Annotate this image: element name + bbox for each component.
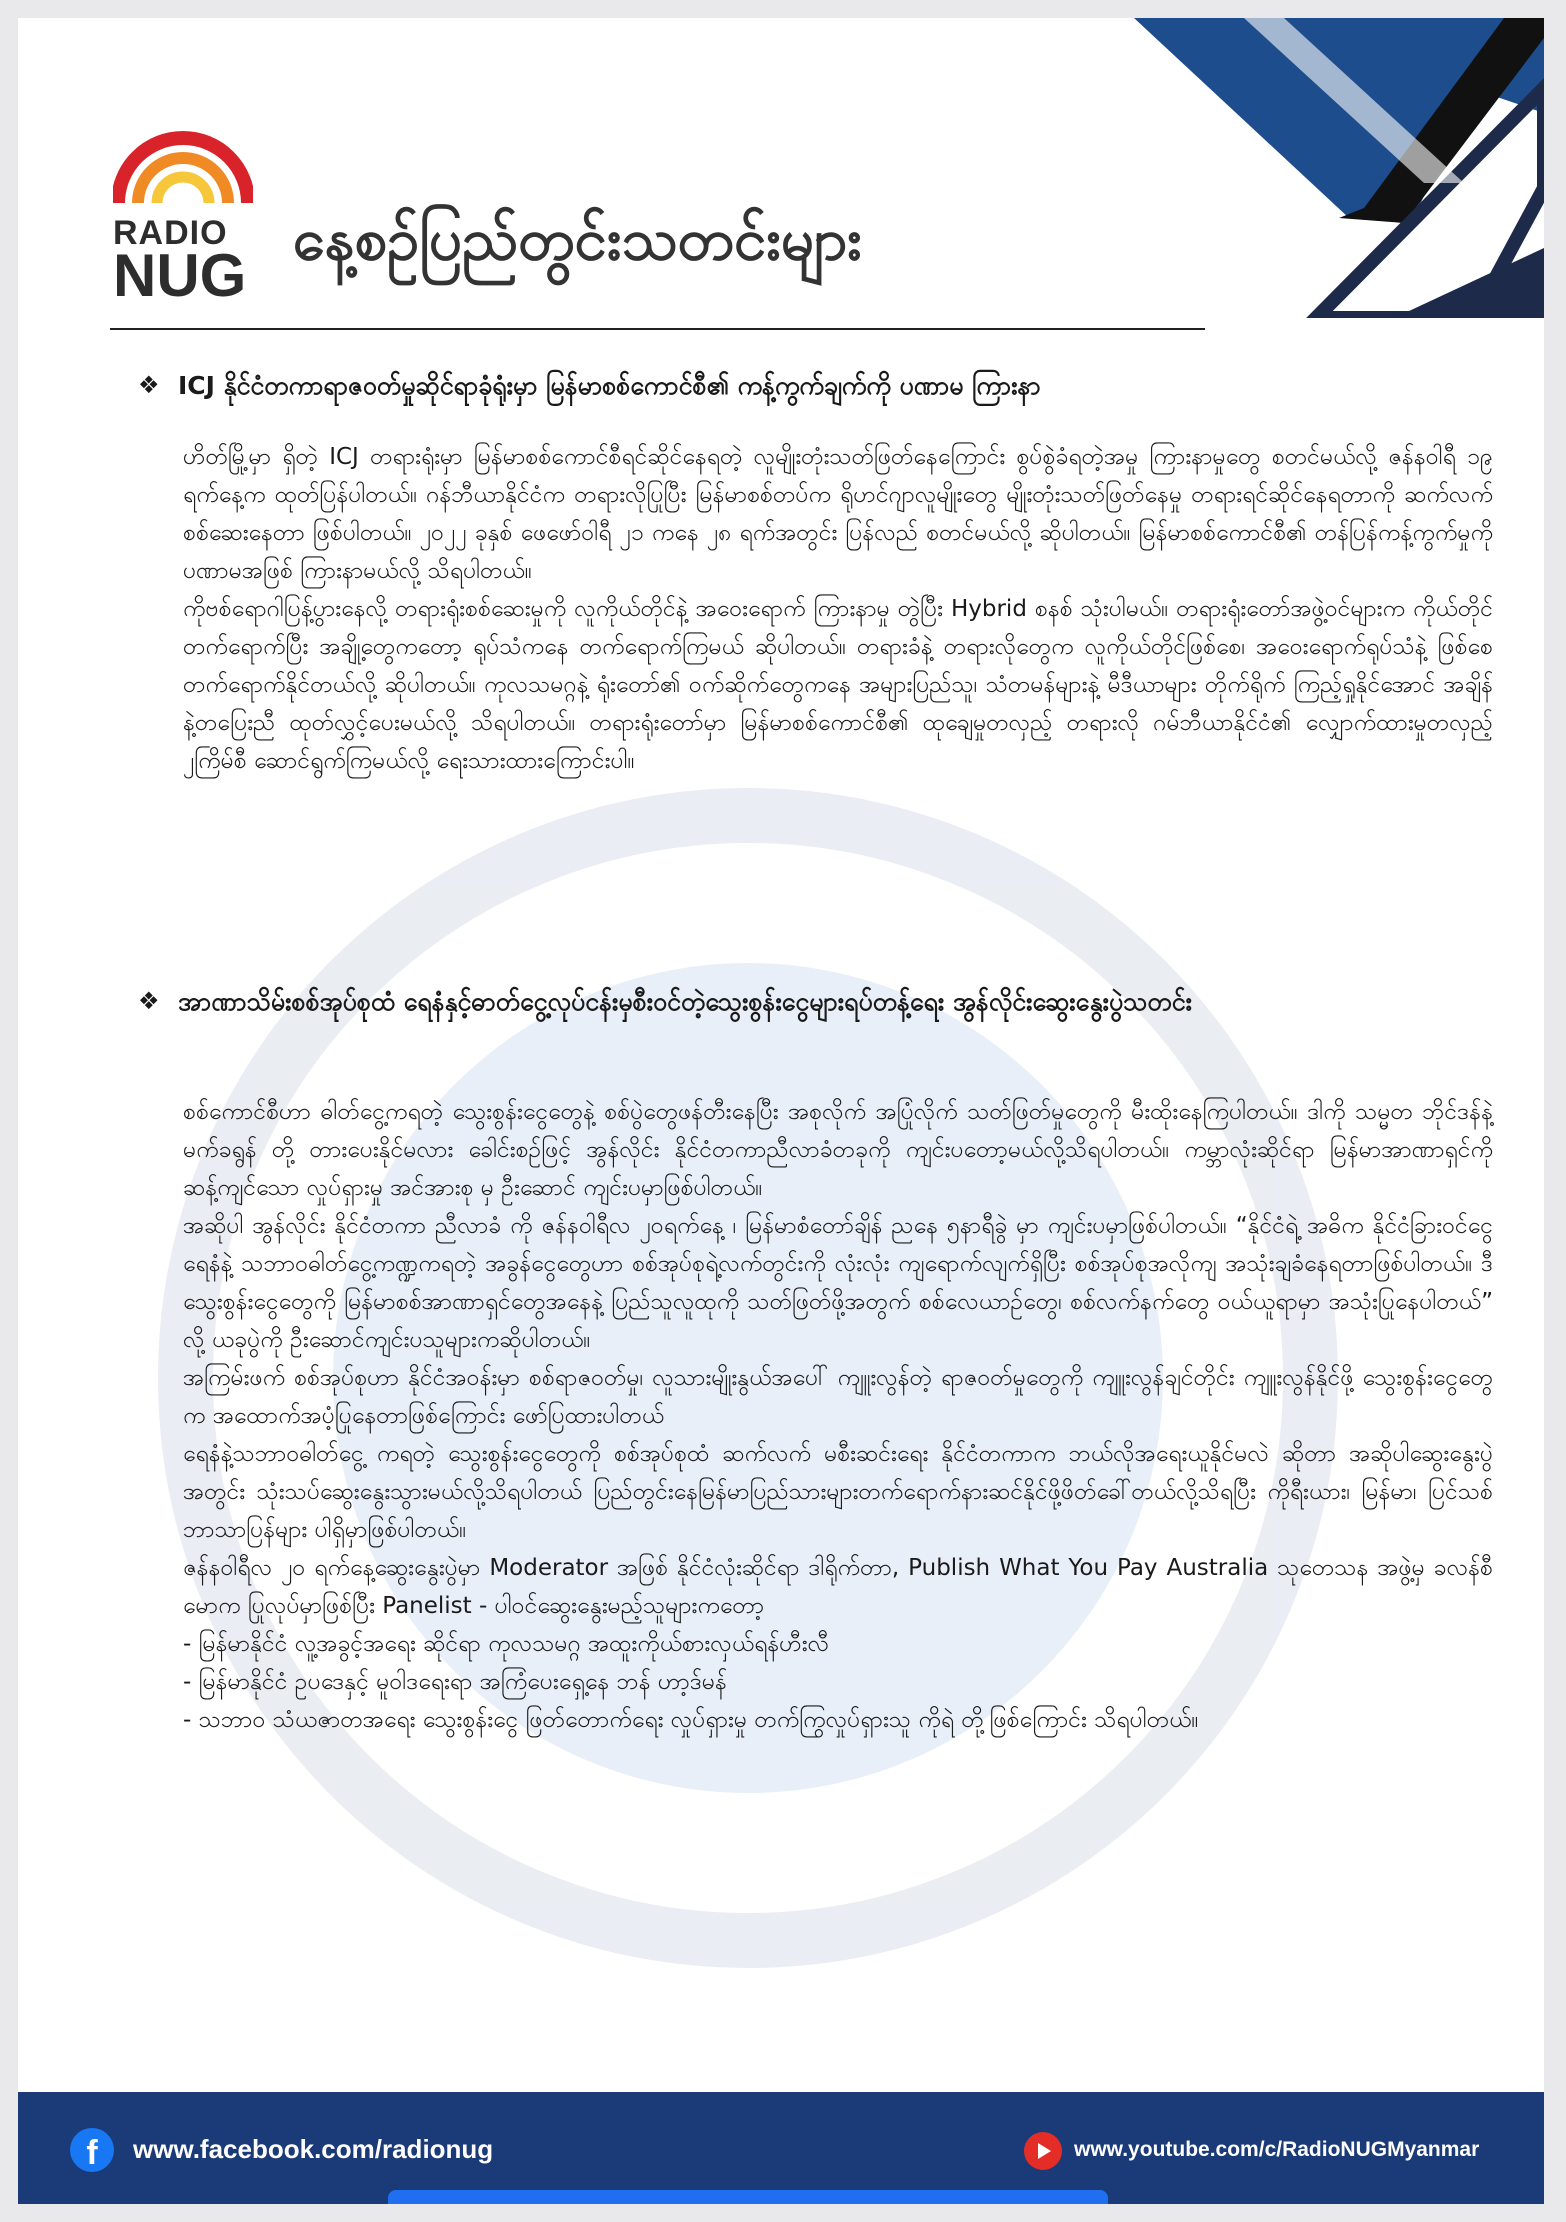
logo-arcs-icon	[113, 118, 253, 208]
article-paragraph: ကိုဗစ်ရောဂါပြန့်ပွားနေလို့ တရားရုံးစစ်ဆေးမှုကို လူကိုယ်တိုင်နဲ့ အဝေးရောက် ကြားနာမှု တွဲပြီး Hybrid စနစ် သုံးပါမယ်။ တရားရုံးတော်အဖွဲ့ဝင်များက ကိုယ်တိုင်တက်ရောက်ပြီး အချို့တွေကတော့ ရုပ်သံကနေ တက်ရောက်ကြမယ် ဆိုပါတယ်။ တရားခံနဲ့ တရားလိုတွေက လူကိုယ်တိုင်ဖြစ်စေ၊ အဝေးရောက်ရုပ်သံနဲ့ ဖြစ်စေ တက်ရောက်နိုင်တယ်လို့ ဆိုပါတယ်။ ကုလသမဂ္ဂနဲ့ ရုံးတော်၏ ဝက်ဆိုက်တွေကနေ အများပြည်သူ၊ သံတမန်များနဲ့ မီဒီယာများ တိုက်ရိုက် ကြည့်ရှုနိုင်အောင် အချိန်နဲ့တပြေးညီ ထုတ်လွှင့်ပေးမယ်လို့ သိရပါတယ်။ တရားရုံးတော်မှာ မြန်မာစစ်ကောင်စီ၏ ထုချေမှုတလှည့် တရားလို ဂမ်ဘီယာနိုင်ငံ၏ လျှောက်ထားမှုတလှည့် ၂ကြိမ်စီ ဆောင်ရွက်ကြမယ်လို့ ရေးသားထားကြောင်းပါ။	[183, 596, 1493, 774]
footer-bar	[18, 2092, 1544, 2204]
panelist-item: - သဘာဝ သံယဇာတအရေး သွေးစွန်းငွေ ဖြတ်တောက်ရေး လှုပ်ရှားမှု တက်ကြွလှုပ်ရှားသူ ကိုရဲ တို့ဖြစ်ကြောင်း သိရပါတယ်။	[183, 1707, 1199, 1733]
article-paragraph: ဟိတ်မြို့မှာ ရှိတဲ့ ICJ တရားရုံးမှာ မြန်မာစစ်ကောင်စီရင်ဆိုင်နေရတဲ့ လူမျိုးတုံးသတ်ဖြတ်နေကြောင်း စွပ်စွဲခံရတဲ့အမှု ကြားနာမှုတွေ စတင်မယ်လို့ ဇန်နဝါရီ ၁၉ ရက်နေ့က ထုတ်ပြန်ပါတယ်။ ဂန်ဘီယာနိုင်ငံက တရားလိုပြုပြီး မြန်မာစစ်တပ်က ရိုဟင်ဂျာလူမျိုးတွေ မျိုးတုံးသတ်ဖြတ်နေမှု တရားရင်ဆိုင်နေရတာကို ဆက်လက်စစ်ဆေးနေတာ ဖြစ်ပါတယ်။ ၂၀၂၂ ခုနှစ် ဖေဖော်ဝါရီ ၂၁ ကနေ ၂၈ ရက်အတွင်း ပြန်လည် စတင်မယ်လို့ ဆိုပါတယ်။ မြန်မာစစ်ကောင်စီ၏ တန်ပြန်ကန့်ကွက်မှုကို ပဏာမအဖြစ် ကြားနာမယ်လို့ သိရပါတယ်။	[183, 444, 1493, 584]
footer-accent-strip	[388, 2190, 1108, 2204]
article-body	[183, 1093, 1493, 1739]
article-paragraph: ဇန်နဝါရီလ ၂၀ ရက်နေ့ဆွေးနွေးပွဲမှာ Moderator အဖြစ် နိုင်ငံလုံးဆိုင်ရာ ဒါရိုက်တာ, Publish What You Pay Australia သုတေသန အဖွဲ့မှ ခလန်စီမောက ပြုလုပ်မှာဖြစ်ပြီး Panelist - ပါဝင်ဆွေးနွေးမည့်သူများကတော့	[183, 1555, 1493, 1619]
diamond-bullet-icon: ❖	[138, 987, 160, 1015]
facebook-icon[interactable]: f	[70, 2128, 114, 2172]
document-page	[18, 18, 1544, 2204]
article-heading: ICJ နိုင်ငံတကာရာဇဝတ်မှုဆိုင်ရာခုံရုံးမှာ မြန်မာစစ်ကောင်စီ၏ ကန့်ကွက်ချက်ကို ပဏာမ ကြားနာ	[178, 371, 1041, 400]
article-paragraph: စစ်ကောင်စီဟာ ဓါတ်ငွေ့ကရတဲ့ သွေးစွန်းငွေတွေနဲ့ စစ်ပွဲတွေဖန်တီးနေပြီး အစုလိုက် အပြုံလိုက် သတ်ဖြတ်မှုတွေကို မီးထိုးနေကြပါတယ်။ ဒါကို သမ္မတ ဘိုင်ဒန်နဲ့ မက်ခရွန် တို့ တားပေးနိုင်မလား ခေါင်းစဉ်ဖြင့် အွန်လိုင်း နိုင်ငံတကာညီလာခံတခုကို ကျင်းပတော့မယ်လို့သိရပါတယ်။ ကမ္ဘာလုံးဆိုင်ရာ မြန်မာအာဏာရှင်ကို ဆန့်ကျင်သော လှုပ်ရှားမှု အင်အားစု မှ ဦးဆောင် ကျင်းပမှာဖြစ်ပါတယ်။	[183, 1099, 1493, 1201]
article-body	[183, 438, 1493, 780]
youtube-link[interactable]: www.youtube.com/c/RadioNUGMyanmar	[1074, 2138, 1480, 2161]
panelist-item: - မြန်မာနိုင်ငံ လူ့အခွင့်အရေး ဆိုင်ရာ ကုလသမဂ္ဂ အထူးကိုယ်စားလှယ်ရန်ဟီးလီ	[183, 1631, 830, 1657]
panelist-item: - မြန်မာနိုင်ငံ ဥပဒေနှင့် မူဝါဒရေးရာ အကြံပေးရှေ့နေ ဘန် ဟာ့ဒ်မန်	[183, 1669, 727, 1695]
article-paragraph: အကြမ်းဖက် စစ်အုပ်စုဟာ နိုင်ငံအဝန်းမှာ စစ်ရာဇဝတ်မှု၊ လူသားမျိုးနွယ်အပေါ် ကျူးလွန်တဲ့ ရာဇဝတ်မှုတွေကို ကျူးလွန်ချင်တိုင်း ကျူးလွန်နိုင်ဖို့ သွေးစွန်းငွေတွေက အထောက်အပံ့ပြုနေတာဖြစ်ကြောင်း ဖော်ပြထားပါတယ်	[183, 1365, 1493, 1429]
corner-decoration	[944, 18, 1544, 318]
article-paragraph: ရေနံနဲ့သဘာဝဓါတ်ငွေ့ ကရတဲ့ သွေးစွန်းငွေတွေကို စစ်အုပ်စုထံ ဆက်လက် မစီးဆင်းရေး နိုင်ငံတကာက ဘယ်လိုအရေးယူနိုင်မလဲ ဆိုတာ အဆိုပါဆွေးနွေးပွဲအတွင်း သုံးသပ်ဆွေးနွေးသွားမယ်လို့သိရပါတယ် ပြည်တွင်းနေမြန်မာပြည်သားများတက်ရောက်နားဆင်နိုင်ဖို့ဖိတ်ခေါ်တယ်လို့သိရပြီး ကိုရီးယား၊ မြန်မာ၊ ပြင်သစ် ဘာသာပြန်များ ပါရှိမှာဖြစ်ပါတယ်။	[183, 1441, 1493, 1543]
page-title: နေ့စဉ်ပြည်တွင်းသတင်းများ	[293, 205, 862, 273]
facebook-link[interactable]: www.facebook.com/radionug	[133, 2134, 494, 2164]
youtube-icon[interactable]	[1024, 2132, 1062, 2170]
radio-nug-logo	[113, 118, 263, 308]
logo-text-radio: RADIO	[113, 214, 228, 252]
logo-text-nug: NUG	[113, 242, 247, 309]
article-heading: အာဏာသိမ်းစစ်အုပ်စုထံ ရေနံနှင့်ဓာတ်ငွေ့လုပ်ငန်းမှစီးဝင်တဲ့သွေးစွန်းငွေများရပ်တန့်ရေး အွန်လိုင်းဆွေးနွေးပွဲသတင်း	[178, 987, 1192, 1016]
article-paragraph: အဆိုပါ အွန်လိုင်း နိုင်ငံတကာ ညီလာခံ ကို ဇန်နဝါရီလ ၂၀ရက်နေ့ ၊ မြန်မာစံတော်ချိန် ညနေ ၅နာရီခွဲ မှာ ကျင်းပမှာဖြစ်ပါတယ်။ “နိုင်ငံရဲ့ အဓိက နိုင်ငံခြားဝင်ငွေ ရေနံနဲ့ သဘာဝဓါတ်ငွေ့ကဏ္ဍကရတဲ့ အခွန်ငွေတွေဟာ စစ်အုပ်စုရဲ့လက်တွင်းကို လုံးလုံး ကျရောက်လျက်ရှိပြီး စစ်အုပ်စုအလိုကျ အသုံးချခံနေရတာဖြစ်ပါတယ်။ ဒီသွေးစွန်းငွေတွေကို မြန်မာစစ်အာဏာရှင်တွေအနေနဲ့ ပြည်သူလူထုကို သတ်ဖြတ်ဖို့အတွက် စစ်လေယာဉ်တွေ၊ စစ်လက်နက်တွေ ဝယ်ယူရာမှာ အသုံးပြုနေပါတယ်” လို့ ယခုပွဲကို ဦးဆောင်ကျင်းပသူများကဆိုပါတယ်။	[183, 1213, 1493, 1353]
diamond-bullet-icon: ❖	[138, 371, 160, 399]
header-divider	[110, 328, 1205, 330]
